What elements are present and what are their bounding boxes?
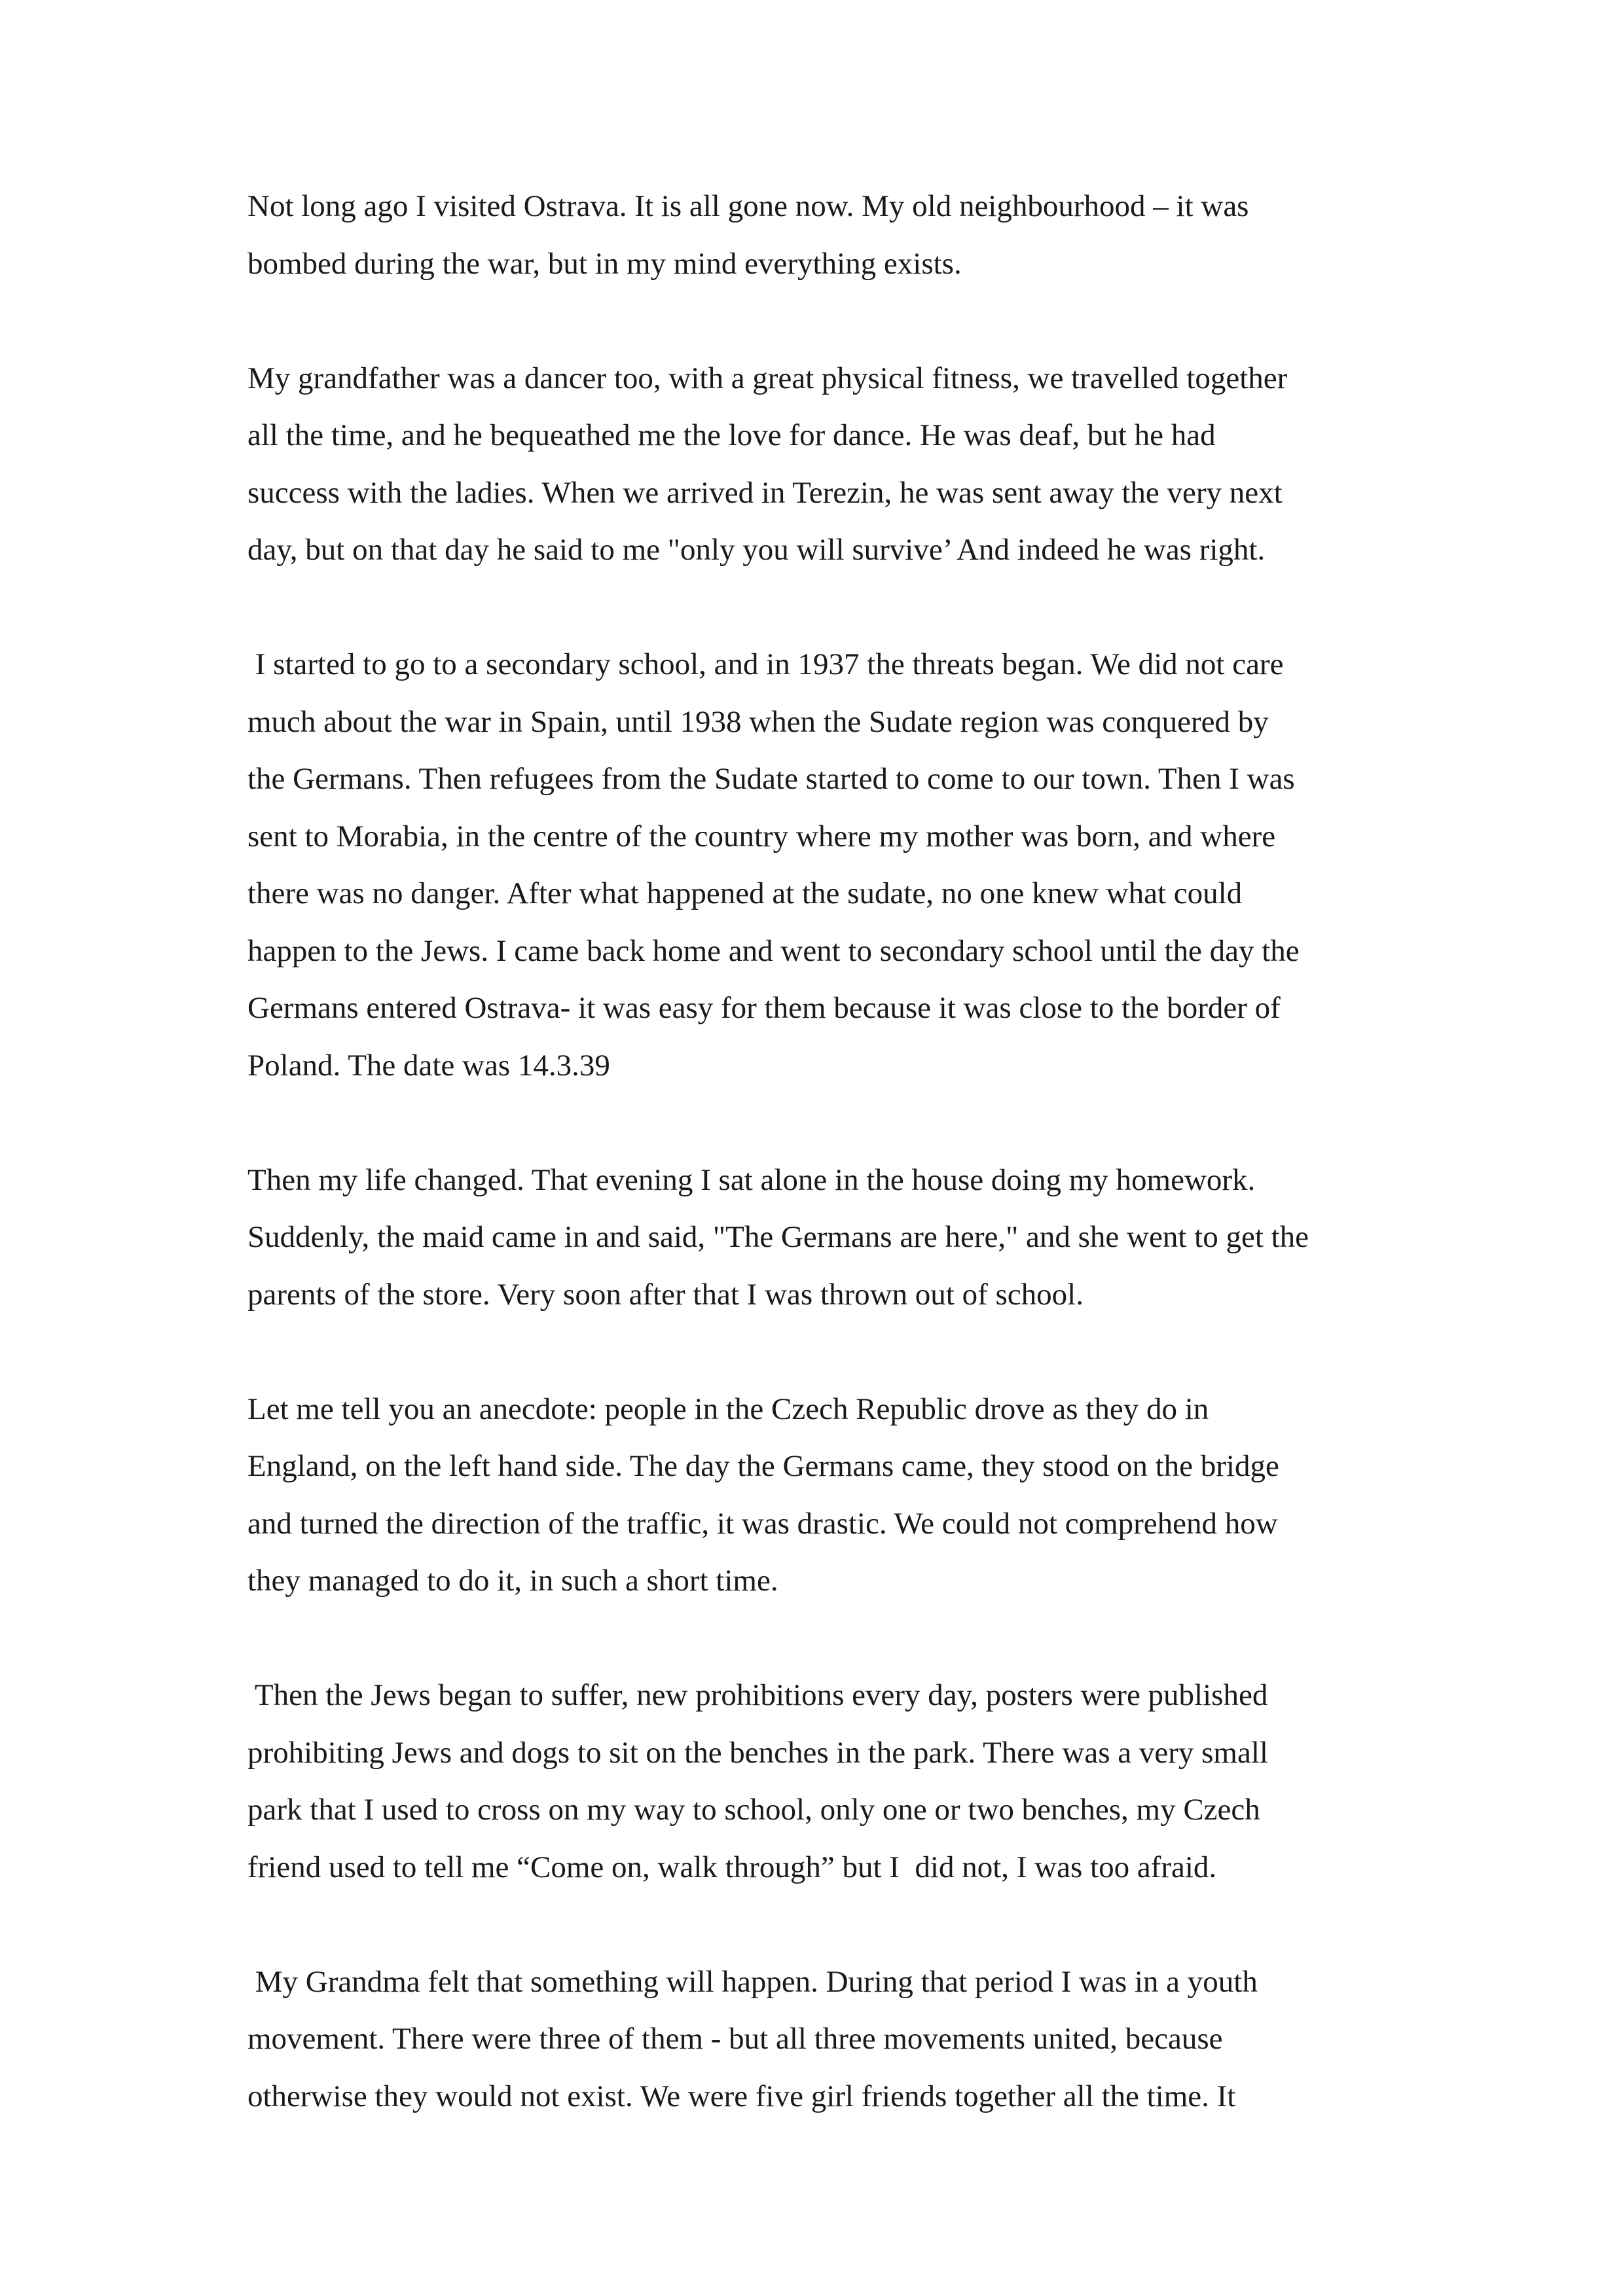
text-line: Let me tell you an anecdote: people in the Czech Republic drove as they do in bbox=[247, 1391, 1209, 1426]
paragraph-gap bbox=[247, 1896, 1400, 1954]
text-line: Poland. The date was 14.3.39 bbox=[247, 1048, 610, 1083]
paragraph bbox=[247, 1954, 1400, 2126]
paragraph bbox=[247, 350, 1400, 579]
paragraph bbox=[247, 1667, 1400, 1896]
paragraph bbox=[247, 1152, 1400, 1324]
text-line: sent to Morabia, in the centre of the country where my mother was born, and where bbox=[247, 819, 1276, 853]
text-line: park that I used to cross on my way to school, only one or two benches, my Czech bbox=[247, 1793, 1260, 1827]
paragraph-gap bbox=[247, 579, 1400, 637]
text-line: day, but on that day he said to me "only you will survive’ And indeed he was right. bbox=[247, 533, 1266, 567]
text-line: otherwise they would not exist. We were five girl friends together all the time. It bbox=[247, 2079, 1236, 2113]
paragraph bbox=[247, 636, 1400, 1094]
paragraph-gap bbox=[247, 1094, 1400, 1152]
text-line: movement. There were three of them - but all three movements united, because bbox=[247, 2022, 1223, 2056]
paragraph-gap bbox=[247, 1610, 1400, 1668]
text-line: I started to go to a secondary school, and in 1937 the threats began. We did not care bbox=[247, 647, 1284, 681]
text-line: Then my life changed. That evening I sat alone in the house doing my homework. bbox=[247, 1162, 1256, 1197]
text-line: England, on the left hand side. The day the Germans came, they stood on the bridge bbox=[247, 1449, 1279, 1483]
paragraph bbox=[247, 1381, 1400, 1610]
text-line: My Grandma felt that something will happen. During that period I was in a youth bbox=[247, 1964, 1258, 1999]
text-line: they managed to do it, in such a short time. bbox=[247, 1564, 778, 1598]
paragraph-gap bbox=[247, 293, 1400, 350]
paragraph bbox=[247, 178, 1400, 293]
body-text bbox=[247, 178, 1400, 2125]
text-line: all the time, and he bequeathed me the love for dance. He was deaf, but he had bbox=[247, 418, 1216, 452]
text-line: prohibiting Jews and dogs to sit on the benches in the park. There was a very small bbox=[247, 1735, 1268, 1770]
text-line: My grandfather was a dancer too, with a great physical fitness, we travelled together bbox=[247, 361, 1288, 395]
text-line: friend used to tell me “Come on, walk through” but I did not, I was too afraid. bbox=[247, 1850, 1217, 1884]
text-line: there was no danger. After what happened at the sudate, no one knew what could bbox=[247, 876, 1243, 910]
text-line: and turned the direction of the traffic, it was drastic. We could not comprehend how bbox=[247, 1506, 1278, 1541]
paragraph-gap bbox=[247, 1323, 1400, 1381]
text-line: Suddenly, the maid came in and said, "The Germans are here," and she went to get the bbox=[247, 1220, 1309, 1254]
text-line: much about the war in Spain, until 1938 when the Sudate region was conquered by bbox=[247, 704, 1269, 739]
text-line: parents of the store. Very soon after that I was thrown out of school. bbox=[247, 1277, 1084, 1312]
text-line: Then the Jews began to suffer, new prohibitions every day, posters were published bbox=[247, 1678, 1268, 1712]
text-line: success with the ladies. When we arrived in Terezin, he was sent away the very next bbox=[247, 475, 1283, 510]
text-line: bombed during the war, but in my mind everything exists. bbox=[247, 246, 962, 281]
text-line: Not long ago I visited Ostrava. It is all gone now. My old neighbourhood – it was bbox=[247, 189, 1249, 223]
text-line: Germans entered Ostrava- it was easy for them because it was close to the border of bbox=[247, 991, 1281, 1025]
text-line: the Germans. Then refugees from the Sudate started to come to our town. Then I was bbox=[247, 762, 1295, 796]
text-line: happen to the Jews. I came back home and went to secondary school until the day the bbox=[247, 933, 1300, 968]
